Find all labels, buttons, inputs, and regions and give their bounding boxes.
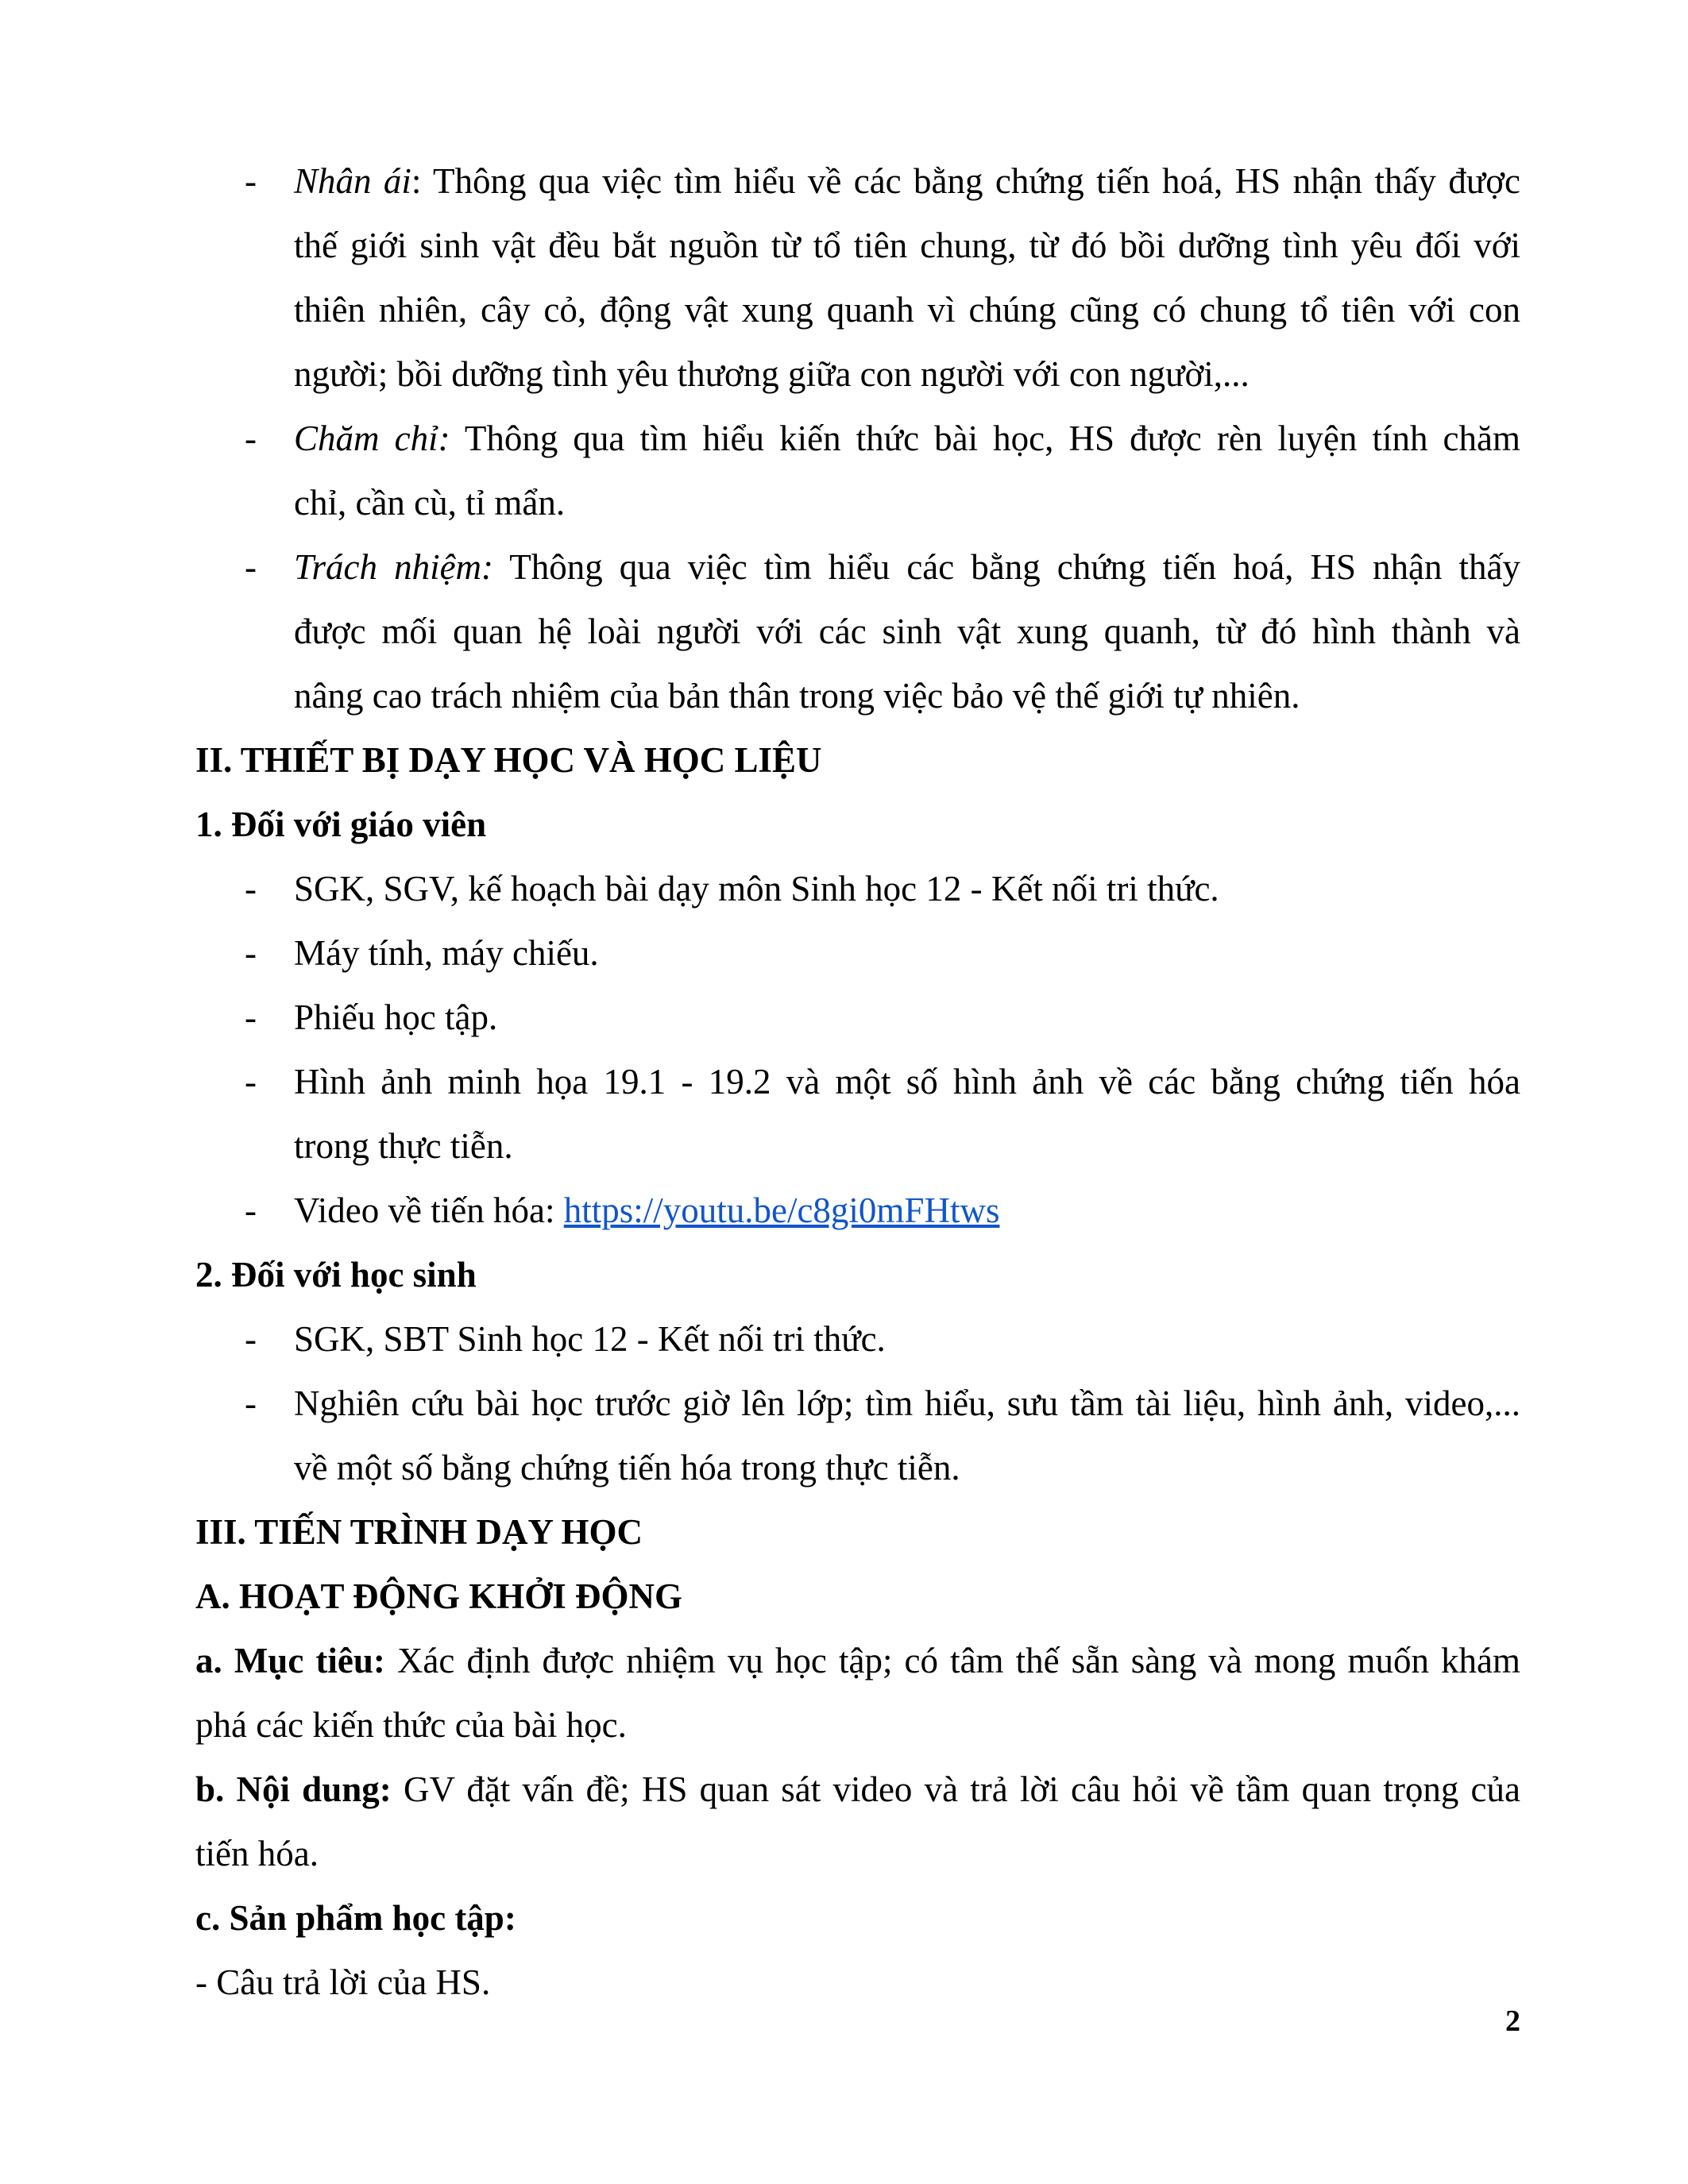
objective-text: Xác định được nhiệm vụ học tập; có tâm thế sẵn sàng và mong muốn khám xyxy=(384,1641,1520,1680)
document-body xyxy=(195,149,1520,2015)
bullet-dash: - xyxy=(245,933,257,973)
bullet-dash: - xyxy=(245,1383,257,1423)
product-item: - Câu trả lời của HS. xyxy=(195,1962,491,2002)
bullet-dash: - xyxy=(245,419,257,458)
page-number: 2 xyxy=(1505,2005,1520,2038)
bullet-dash: - xyxy=(245,997,257,1037)
teacher-item-video xyxy=(195,1179,1520,1243)
quality-nhan-ai-line-2: thế giới sinh vật đều bắt nguồn từ tổ tiên chung, từ đó bồi dưỡng tình yêu đối với xyxy=(294,226,1520,265)
teacher-item-3 xyxy=(195,986,1520,1050)
list-item-text: Hình ảnh minh họa 19.1 - 19.2 và một số hình ảnh về các bằng chứng tiến hóa xyxy=(294,1062,1520,1102)
bullet-dash: - xyxy=(245,1062,257,1102)
objective-label: a. Mục tiêu: xyxy=(195,1641,385,1680)
quality-trach-nhiem-line-2: được mối quan hệ loài người với các sinh vật xung quanh, từ đó hình thành và xyxy=(294,612,1520,651)
objective-line-1 xyxy=(195,1629,1520,1693)
list-item-text: Phiếu học tập. xyxy=(294,997,498,1037)
student-item-1 xyxy=(195,1307,1520,1372)
teacher-item-2 xyxy=(195,921,1520,986)
quality-term-nhan-ai: Nhân ái xyxy=(294,161,411,201)
subheading-student: 2. Đối với học sinh xyxy=(195,1255,477,1295)
content-text: GV đặt vấn đề; HS quan sát video và trả lời câu hỏi về tầm quan trọng của xyxy=(391,1769,1520,1809)
list-item-text: Nghiên cứu bài học trước giờ lên lớp; tìm hiểu, sưu tầm tài liệu, hình ảnh, video,... xyxy=(294,1383,1520,1423)
quality-trach-nhiem-line-3: nâng cao trách nhiệm của bản thân trong việc bảo vệ thế giới tự nhiên. xyxy=(294,676,1300,716)
quality-cham-chi-line-1 xyxy=(195,407,1520,471)
quality-text: Thông qua việc tìm hiểu các bằng chứng tiến hoá, HS nhận thấy xyxy=(493,547,1520,587)
bullet-dash: - xyxy=(245,869,257,909)
video-link[interactable]: https://youtu.be/c8gi0mFHtws xyxy=(563,1190,1000,1230)
bullet-dash: - xyxy=(245,547,257,587)
quality-term-trach-nhiem: Trách nhiệm: xyxy=(294,547,494,587)
teacher-item-images-line-2: trong thực tiễn. xyxy=(294,1126,513,1166)
activity-heading: A. HOẠT ĐỘNG KHỞI ĐỘNG xyxy=(195,1576,682,1616)
quality-text: : Thông qua việc tìm hiểu về các bằng chứng tiến hoá, HS nhận thấy được xyxy=(411,161,1520,201)
list-item-text: SGK, SBT Sinh học 12 - Kết nối tri thức. xyxy=(294,1319,886,1359)
quality-cham-chi-line-2: chỉ, cần cù, tỉ mẩn. xyxy=(294,483,566,523)
quality-nhan-ai-line-1 xyxy=(195,149,1520,214)
section-heading-process: III. TIẾN TRÌNH DẠY HỌC xyxy=(195,1512,643,1552)
subheading-teacher: 1. Đối với giáo viên xyxy=(195,805,487,844)
student-item-2-line-2: về một số bằng chứng tiến hóa trong thực tiễn. xyxy=(294,1448,960,1488)
list-item-text: Máy tính, máy chiếu. xyxy=(294,933,599,973)
student-item-2-line-1 xyxy=(195,1372,1520,1436)
video-label: Video về tiến hóa: xyxy=(294,1190,564,1230)
quality-trach-nhiem-line-1 xyxy=(195,535,1520,600)
bullet-dash: - xyxy=(245,1190,257,1230)
content-line-1 xyxy=(195,1758,1520,1822)
list-item-text: SGK, SGV, kế hoạch bài dạy môn Sinh học 12 - Kết nối tri thức. xyxy=(294,869,1219,909)
quality-term-cham-chi: Chăm chỉ: xyxy=(294,419,450,458)
quality-nhan-ai-line-4: người; bồi dưỡng tình yêu thương giữa con người với con người,... xyxy=(294,354,1250,394)
quality-text: Thông qua tìm hiểu kiến thức bài học, HS được rèn luyện tính chăm xyxy=(450,419,1520,458)
teacher-item-images-line-1 xyxy=(195,1050,1520,1114)
teacher-item-1 xyxy=(195,857,1520,921)
section-heading-equipment: II. THIẾT BỊ DẠY HỌC VÀ HỌC LIỆU xyxy=(195,740,822,780)
product-label: c. Sản phẩm học tập: xyxy=(195,1898,516,1938)
content-label: b. Nội dung: xyxy=(195,1769,392,1809)
content-line-2: tiến hóa. xyxy=(195,1834,319,1873)
quality-nhan-ai-line-3: thiên nhiên, cây cỏ, động vật xung quanh vì chúng cũng có chung tổ tiên với con xyxy=(294,290,1520,330)
bullet-dash: - xyxy=(245,1319,257,1359)
objective-line-2: phá các kiến thức của bài học. xyxy=(195,1705,627,1745)
bullet-dash: - xyxy=(245,161,257,201)
